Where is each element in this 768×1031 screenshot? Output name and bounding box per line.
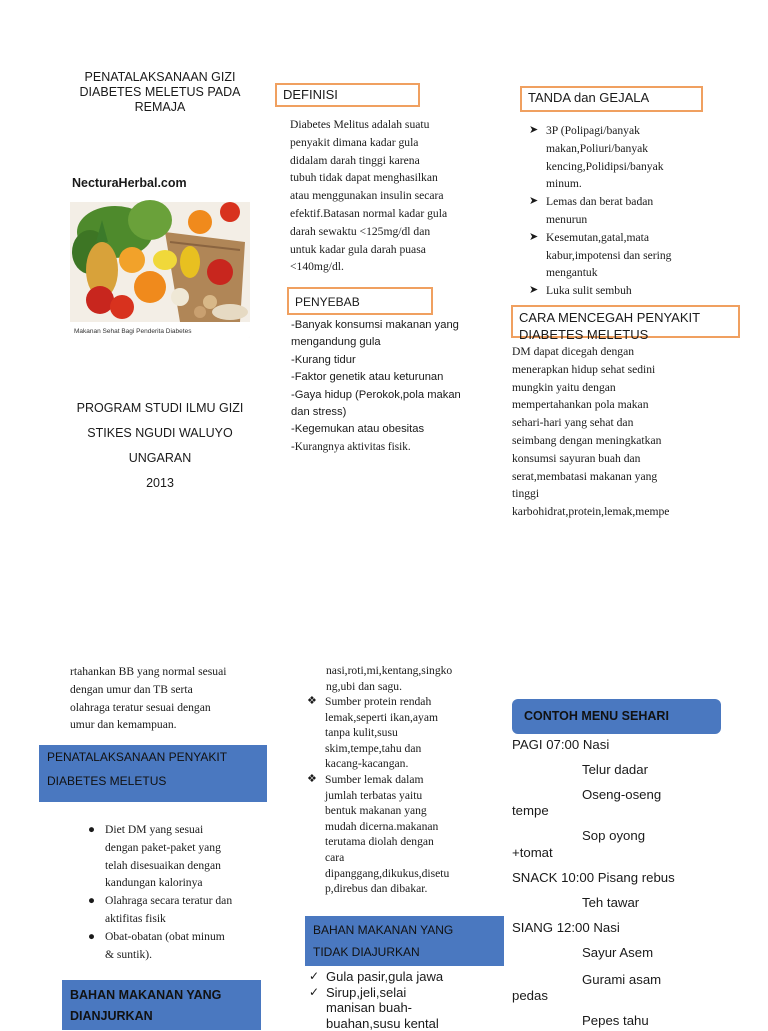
menu-line: Sayur Asem [582, 945, 653, 960]
text-line: & suntik). [105, 946, 263, 964]
tanda-gejala-list [529, 122, 704, 300]
text-line: ng,ubi dan sagu. [326, 679, 478, 695]
text-line: tubuh tidak dapat menghasilkan [290, 169, 480, 187]
text-line: p,direbus dan dibakar. [325, 881, 479, 897]
text-line: Kesemutan,gatal,mata [546, 229, 704, 247]
tidak-dianjurkan-list [309, 969, 484, 1031]
text-line: buahan,susu kental [326, 1016, 484, 1031]
arrow-bullet-icon: ➤ [529, 282, 538, 300]
text-line: lemak,seperti ikan,ayam [325, 710, 479, 726]
text-line: dan stress) [291, 404, 481, 421]
text-line: karbohidrat,protein,lemak,mempe [512, 503, 702, 521]
text-line: cara [325, 850, 479, 866]
text-line: tinggi [512, 485, 702, 503]
text-line: atau menggunakan insulin secara [290, 187, 480, 205]
program-line: 2013 [60, 471, 260, 496]
text-line: jumlah terbatas yaitu [325, 788, 479, 804]
text-line: aktifitas fisik [105, 910, 263, 928]
program-line: PROGRAM STUDI ILMU GIZI [60, 396, 260, 421]
text-line: telah disesuaikan dengan [105, 857, 263, 875]
list-item [309, 969, 484, 985]
heading-line: BAHAN MAKANAN YANG [313, 919, 496, 941]
penyebab-heading: PENYEBAB [287, 287, 433, 315]
text-line: kabur,impotensi dan sering [546, 247, 704, 265]
arrow-bullet-icon: ➤ [529, 229, 538, 247]
text-line: dengan umur dan TB serta [70, 681, 262, 699]
list-item [529, 193, 704, 229]
bahan-dianjurkan-heading [62, 980, 261, 1030]
text-line: Sumber lemak dalam [325, 772, 479, 788]
program-info [60, 396, 260, 496]
leaflet-title [60, 70, 260, 115]
list-item [307, 694, 479, 772]
text-line: Diabetes Melitus adalah suatu [290, 116, 480, 134]
text-line: konsumsi sayuran buah dan [512, 450, 702, 468]
text-line: sehari-hari yang sehat dan [512, 414, 702, 432]
program-line: UNGARAN [60, 446, 260, 471]
text-line: didalam darah tinggi karena [290, 152, 480, 170]
list-item [309, 985, 484, 1031]
text-line: mengandung gula [291, 334, 481, 351]
text-line: Obat-obatan (obat minum [105, 928, 263, 946]
text-line: darah sewaktu <125mg/dl dan [290, 223, 480, 241]
text-line: rtahankan BB yang normal sesuai [70, 663, 262, 681]
dot-bullet-icon: ● [88, 892, 95, 910]
cara-mencegah-text [512, 343, 702, 521]
text-line: Lemas dan berat badan [546, 193, 704, 211]
list-item [529, 122, 704, 193]
menu-line: pedas [512, 988, 548, 1003]
text-line: nasi,roti,mi,kentang,singko [326, 663, 478, 679]
diamond-bullet-icon: ❖ [307, 772, 317, 788]
text-line: Sumber protein rendah [325, 694, 479, 710]
menu-line: +tomat [512, 845, 553, 860]
text-line: Sirup,jeli,selai [326, 985, 484, 1001]
menu-line: Pepes tahu [582, 1013, 649, 1028]
menu-line: SIANG 12:00 Nasi [512, 920, 620, 935]
text-line: mempertahankan pola makan [512, 396, 702, 414]
text-line: Olahraga secara teratur dan [105, 892, 263, 910]
bahan-tidak-dianjurkan-heading [305, 916, 504, 966]
penatalaksanaan-list [88, 821, 263, 963]
title-line: REMAJA [60, 100, 260, 115]
text-line: seimbang dengan meningkatkan [512, 432, 702, 450]
image-brand-text: NecturaHerbal.com [72, 176, 187, 190]
arrow-bullet-icon: ➤ [529, 193, 538, 211]
text-line: DM dapat dicegah dengan [512, 343, 702, 361]
heading-line: DIABETES MELETUS [519, 326, 732, 343]
text-line: tanpa kulit,susu [325, 725, 479, 741]
tanda-gejala-heading: TANDA dan GEJALA [520, 86, 703, 112]
dianjurkan-list [307, 694, 479, 897]
text-line: olahraga teratur sesuai dengan [70, 699, 262, 717]
list-item [529, 229, 704, 282]
text-line: bentuk makanan yang [325, 803, 479, 819]
checkmark-bullet-icon: ✓ [309, 985, 319, 1001]
text-line: -Kurang tidur [291, 352, 481, 369]
dot-bullet-icon: ● [88, 928, 95, 946]
text-line: menurun [546, 211, 704, 229]
dot-bullet-icon: ● [88, 821, 95, 839]
menu-line: Teh tawar [582, 895, 639, 910]
menu-line: Sop oyong [582, 828, 645, 843]
heading-line: BAHAN MAKANAN YANG [70, 985, 253, 1006]
text-line: -Faktor genetik atau keturunan [291, 369, 481, 386]
title-line: PENATALAKSANAAN GIZI [60, 70, 260, 85]
text-line: -Banyak konsumsi makanan yang [291, 317, 481, 334]
menu-line: Gurami asam [582, 972, 661, 987]
healthy-food-image [70, 172, 250, 338]
text-line: mungkin yaitu dengan [512, 379, 702, 397]
menu-line: Oseng-oseng [582, 787, 661, 802]
text-line: untuk kadar gula darah puasa [290, 241, 480, 259]
image-caption-text: Makanan Sehat Bagi Penderita Diabetes [74, 328, 192, 335]
text-line: penyakit dimana kadar gula [290, 134, 480, 152]
list-item [88, 928, 263, 964]
text-line: -Kurangnya aktivitas fisik. [291, 439, 481, 456]
text-line: kacang-kacangan. [325, 756, 479, 772]
text-line: skim,tempe,tahu dan [325, 741, 479, 757]
menu-line: SNACK 10:00 Pisang rebus [512, 870, 675, 885]
heading-line: PENATALAKSANAAN PENYAKIT [47, 745, 259, 769]
list-item [88, 892, 263, 928]
text-line: dipanggang,dikukus,disetu [325, 866, 479, 882]
arrow-bullet-icon: ➤ [529, 122, 538, 140]
text-line: serat,membatasi makanan yang [512, 468, 702, 486]
text-line: mengantuk [546, 264, 704, 282]
text-line: manisan buah- [326, 1000, 484, 1016]
heading-line: TIDAK DIAJURKAN [313, 941, 496, 963]
text-line: kencing,Polidipsi/banyak [546, 158, 704, 176]
text-line: efektif.Batasan normal kadar gula [290, 205, 480, 223]
text-line: terutama diolah dengan [325, 834, 479, 850]
list-item [307, 772, 479, 897]
text-line: mudah dicerna.makanan [325, 819, 479, 835]
menu-line: PAGI 07:00 Nasi [512, 737, 609, 752]
heading-line: CARA MENCEGAH PENYAKIT [519, 309, 732, 326]
text-line: dengan paket-paket yang [105, 839, 263, 857]
menu-line: Telur dadar [582, 762, 648, 777]
diamond-bullet-icon: ❖ [307, 694, 317, 710]
text-line: umur dan kemampuan. [70, 716, 262, 734]
title-line: DIABETES MELETUS PADA [60, 85, 260, 100]
text-line: Diet DM yang sesuai [105, 821, 263, 839]
heading-line: DIANJURKAN [70, 1006, 253, 1027]
dianjurkan-continuation-text [326, 663, 478, 695]
text-line: makan,Poliuri/banyak [546, 140, 704, 158]
cara-mencegah-heading [511, 305, 740, 338]
text-line: minum. [546, 175, 704, 193]
text-line: -Kegemukan atau obesitas [291, 421, 481, 438]
penyebab-text [291, 317, 481, 456]
list-item [88, 821, 263, 892]
text-line: menerapkan hidup sehat sedini [512, 361, 702, 379]
definisi-text [290, 116, 480, 276]
checkmark-bullet-icon: ✓ [309, 969, 319, 985]
text-line: kandungan kalorinya [105, 874, 263, 892]
menu-line: tempe [512, 803, 549, 818]
text-line: Gula pasir,gula jawa [326, 969, 484, 985]
bb-continuation-text [70, 663, 262, 734]
heading-line: DIABETES MELETUS [47, 769, 259, 793]
text-line: <140mg/dl. [290, 258, 480, 276]
text-line: 3P (Polipagi/banyak [546, 122, 704, 140]
text-line: Luka sulit sembuh [546, 282, 704, 300]
text-line: -Gaya hidup (Perokok,pola makan [291, 387, 481, 404]
penatalaksanaan-heading [39, 745, 267, 802]
definisi-heading: DEFINISI [275, 83, 420, 107]
list-item [529, 282, 704, 300]
program-line: STIKES NGUDI WALUYO [60, 421, 260, 446]
contoh-menu-heading: CONTOH MENU SEHARI [512, 699, 721, 734]
